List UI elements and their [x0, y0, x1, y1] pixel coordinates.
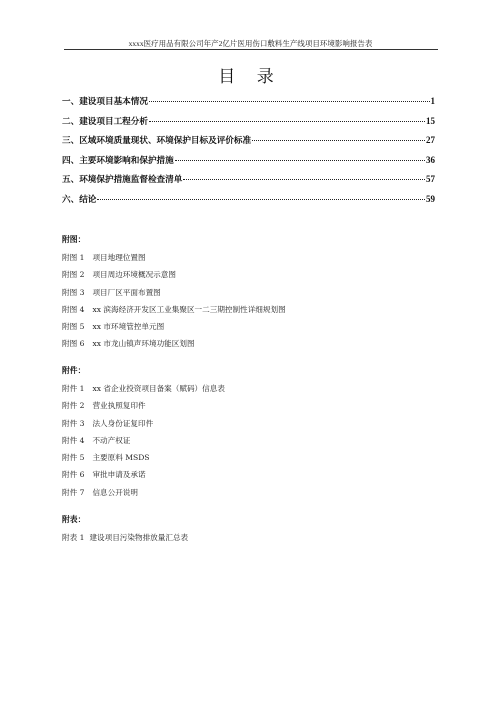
- figure-text: 项目周边环境概况示意图: [92, 270, 176, 280]
- attachment-text: 信息公开说明: [92, 487, 138, 497]
- toc-leader-dots: [149, 121, 425, 122]
- figure-number: 附图 6: [62, 339, 85, 349]
- toc-entry[interactable]: [62, 193, 435, 213]
- toc-entry[interactable]: [62, 134, 435, 154]
- attachment-text: 法人身份证复印件: [92, 418, 154, 428]
- figure-text: 项目地理位置图: [92, 253, 146, 262]
- header-rule: [64, 49, 438, 50]
- attachment-item: [62, 380, 442, 397]
- tables-section: [62, 511, 442, 546]
- attachment-number: 附件 6: [62, 470, 85, 480]
- figure-item: [62, 335, 442, 352]
- toc-entry-label: 六、结论: [62, 194, 97, 205]
- figure-item: [62, 284, 442, 301]
- figure-item: [62, 301, 442, 318]
- attachment-item: [62, 466, 442, 483]
- attachments-section: [62, 362, 442, 501]
- toc-entry-page: 1: [430, 96, 435, 106]
- attachment-item: [62, 397, 442, 414]
- figure-number: 附图 2: [62, 270, 85, 280]
- toc-entry[interactable]: [62, 173, 435, 193]
- toc-entry-page: 27: [426, 135, 435, 145]
- figures-section: [62, 231, 442, 353]
- toc-entry-label: 二、建设项目工程分析: [62, 116, 148, 127]
- toc-entry-label: 一、建设项目基本情况: [62, 97, 148, 107]
- figure-number: 附图 1: [62, 253, 85, 262]
- attachment-text: 营业执照复印件: [92, 401, 146, 411]
- toc-entry-label: 四、主要环境影响和保护措施: [62, 155, 174, 166]
- attachment-item: [62, 432, 442, 449]
- attachment-text: 主要原料 MSDS: [92, 453, 150, 463]
- toc-entry-page: 59: [426, 193, 435, 204]
- attachment-item: [62, 484, 442, 501]
- toc-leader-dots: [149, 101, 430, 102]
- attachments-heading: 附件：: [62, 366, 86, 375]
- attachment-text: xx 省企业投资项目备案（赋码）信息表: [92, 384, 225, 393]
- toc-entry-label: 五、环境保护措施监督检查清单: [62, 175, 183, 185]
- attachment-number: 附件 5: [62, 453, 85, 463]
- toc-leader-dots: [252, 140, 425, 141]
- figure-item: [62, 318, 442, 335]
- figure-number: 附图 3: [62, 287, 85, 297]
- toc-leader-dots: [175, 160, 425, 161]
- figures-heading: 附图：: [62, 235, 86, 244]
- attachment-text: 不动产权证: [92, 435, 131, 445]
- attachment-item: [62, 415, 442, 432]
- attachment-number: 附件 1: [62, 384, 85, 393]
- figure-number: 附图 5: [62, 322, 85, 332]
- toc-entry[interactable]: [62, 115, 435, 135]
- attachment-number: 附件 7: [62, 487, 85, 497]
- figure-text: xx 滨海经济开发区工业集聚区一二三期控制性详细规划图: [92, 304, 286, 314]
- toc-entry[interactable]: [62, 95, 435, 115]
- figure-text: xx 市环境管控单元图: [92, 322, 165, 332]
- toc-entry-page: 15: [426, 115, 435, 126]
- attachment-number: 附件 2: [62, 401, 85, 411]
- page-title: 目 录: [218, 67, 282, 87]
- table-text: 建设项目污染物排放量汇总表: [89, 533, 189, 542]
- figure-number: 附图 4: [62, 304, 85, 314]
- table-item: [62, 529, 442, 546]
- running-header: xxxx医疗用品有限公司年产2亿片医用伤口敷料生产线项目环境影响报告表: [128, 39, 373, 48]
- toc-entry[interactable]: [62, 154, 435, 174]
- tables-heading: 附表：: [62, 515, 86, 524]
- toc-entry-page: 36: [426, 154, 435, 165]
- attachment-item: [62, 449, 442, 466]
- figure-item: [62, 249, 442, 266]
- figure-text: xx 市龙山镇声环境功能区划图: [92, 339, 195, 349]
- figure-item: [62, 266, 442, 283]
- toc-leader-dots: [97, 199, 425, 200]
- toc-entry-page: 57: [426, 174, 435, 184]
- toc-leader-dots: [183, 179, 425, 180]
- table-of-contents: [62, 95, 435, 212]
- attachment-number: 附件 4: [62, 435, 85, 445]
- attachment-number: 附件 3: [62, 418, 85, 428]
- table-number: 附表 1: [62, 533, 85, 542]
- figure-text: 项目厂区平面布置图: [92, 287, 161, 297]
- attachment-text: 审批申请及承诺: [92, 470, 146, 480]
- toc-entry-label: 三、区域环境质量现状、环境保护目标及评价标准: [62, 136, 252, 146]
